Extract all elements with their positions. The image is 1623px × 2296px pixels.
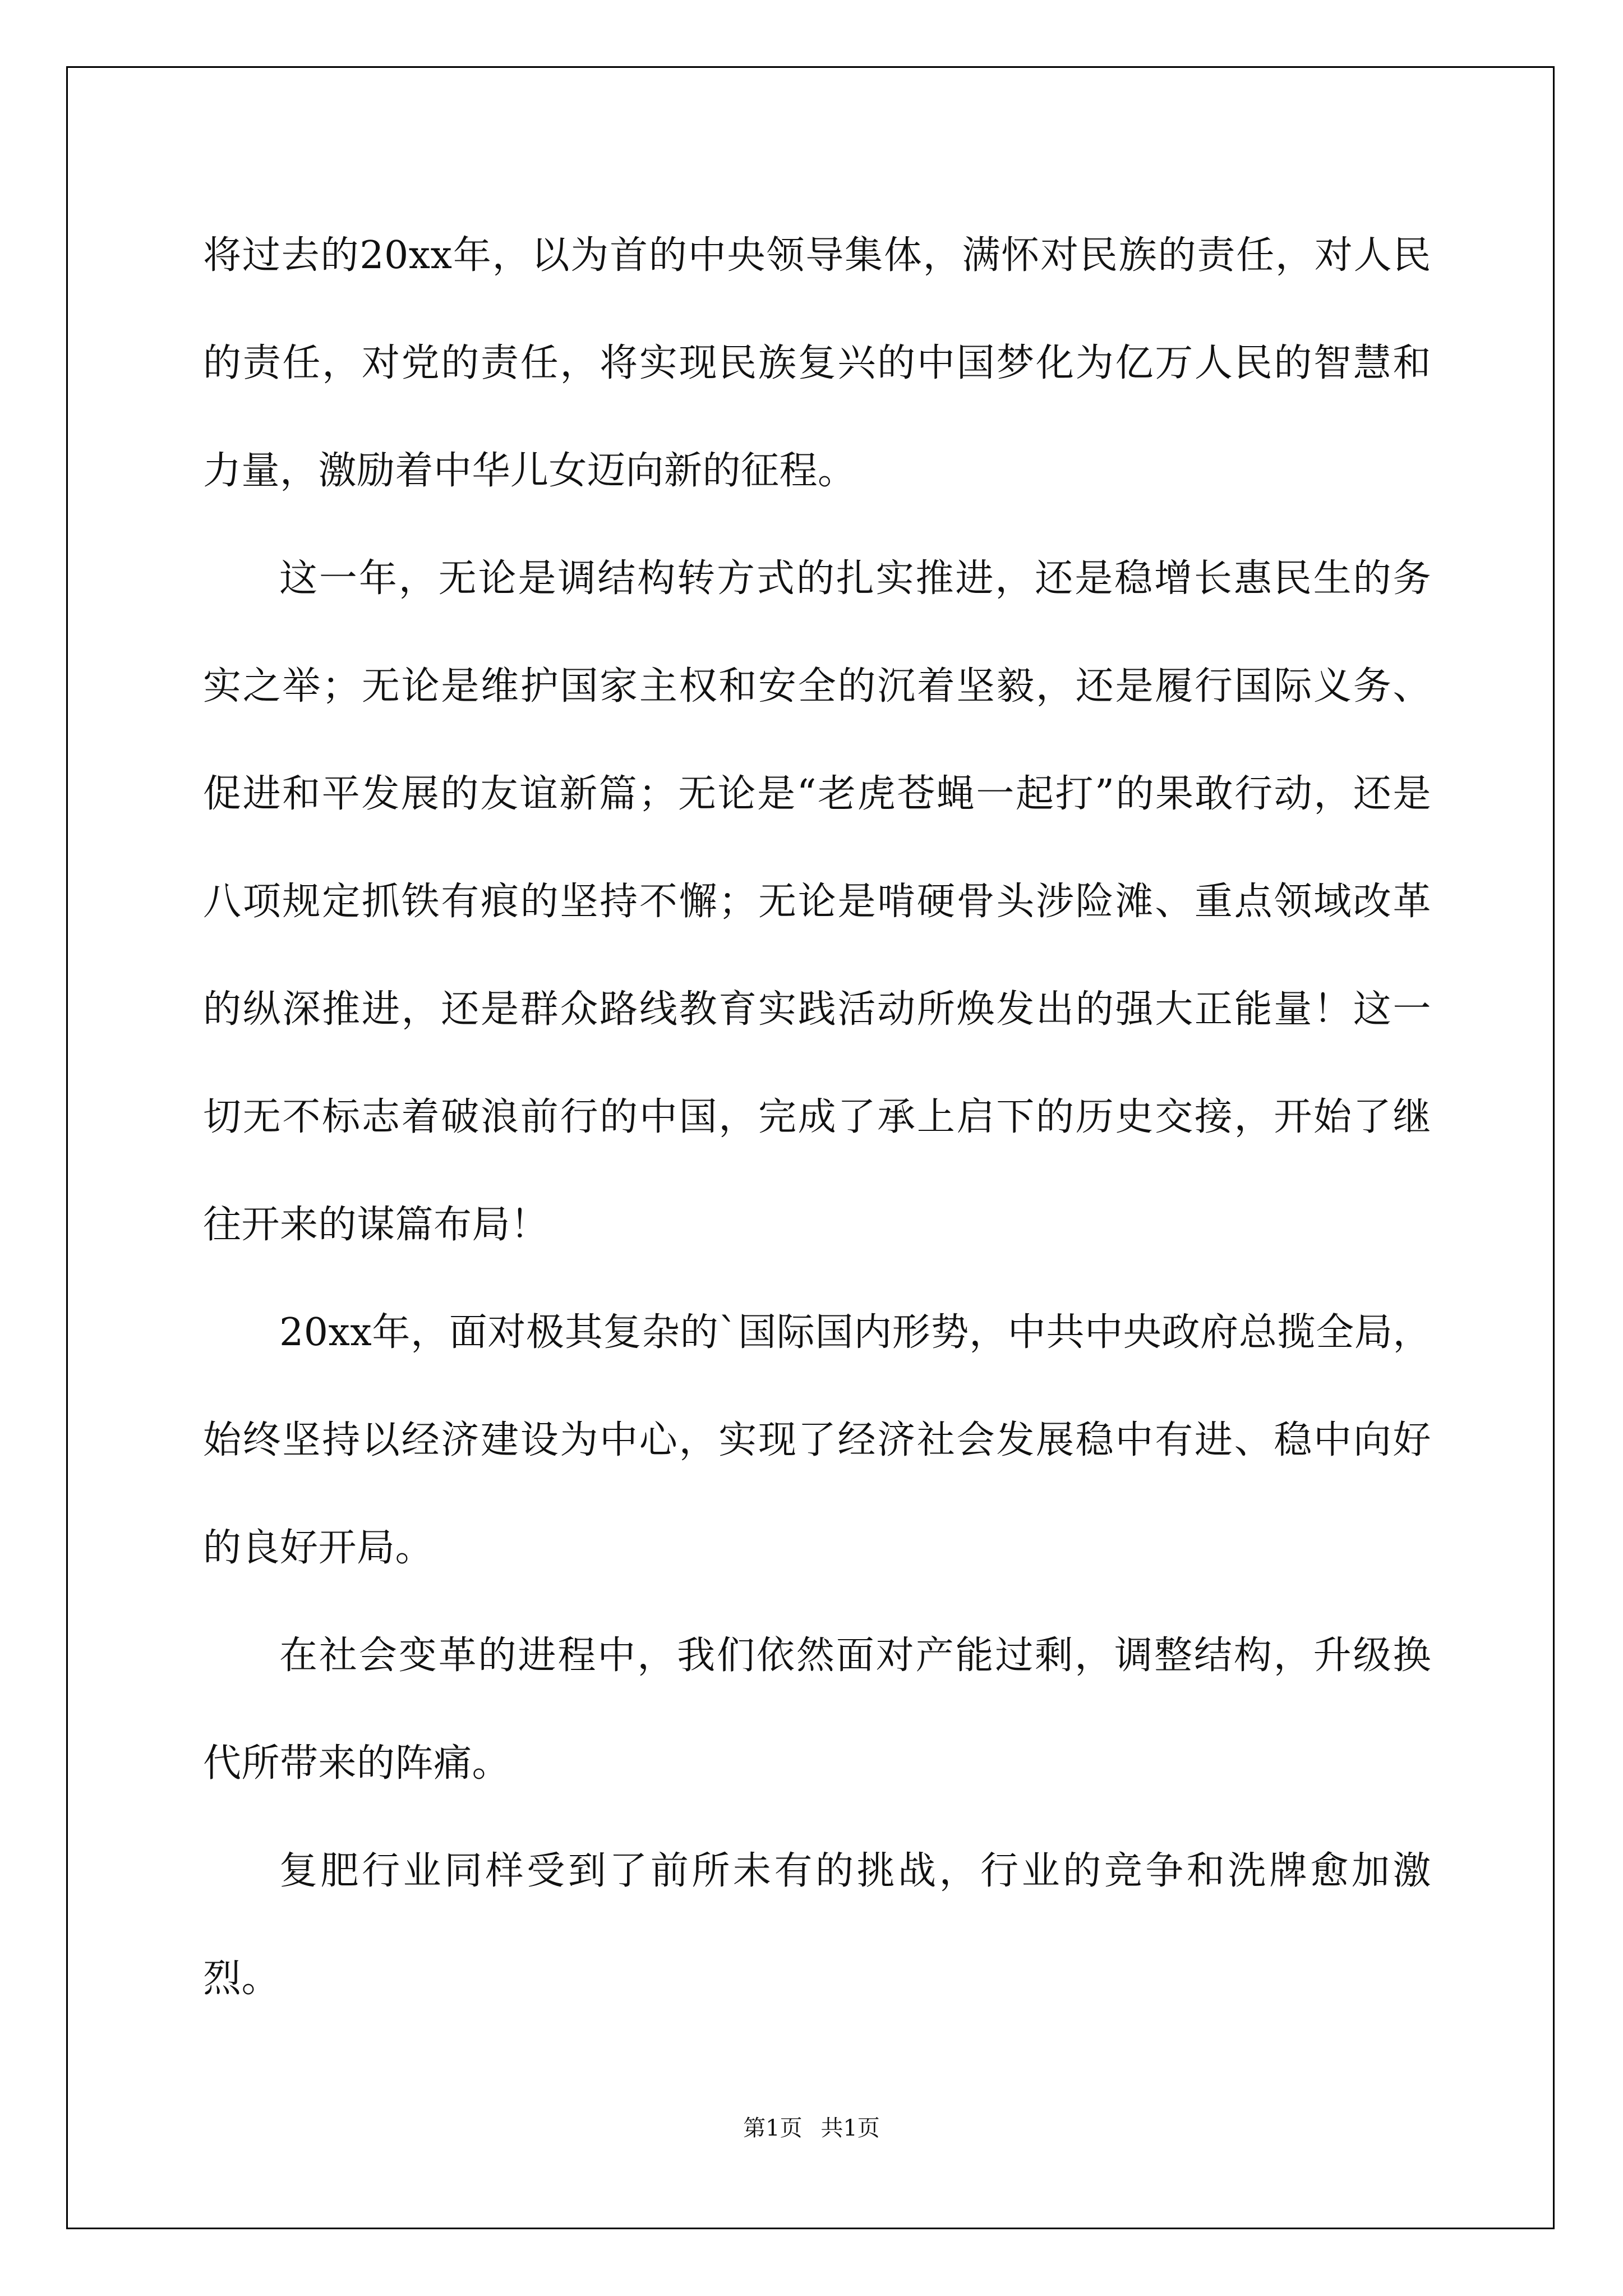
paragraph-2: 这一年，无论是调结构转方式的扎实推进，还是稳增长惠民生的务实之举；无论是维护国家主权和安全的沉着坚毅，还是履行国际义务、促进和平发展的友谊新篇；无论是“老虎苍蝇一起打”的果敢行动，还是八项规定抓铁有痕的坚持不懈；无论是啃硬骨头涉险滩、重点领域改革的纵深推进，还是群众路线教育实践活动所焕发出的强大正能量！这一切无不标志着破浪前行的中国，完成了承上启下的历史交接，开始了继往开来的谋篇布局！ xyxy=(203,556,1431,1247)
page-total: 共1页 xyxy=(820,2115,880,2141)
paragraph-5: 复肥行业同样受到了前所未有的挑战，行业的竞争和洗牌愈加激烈。 xyxy=(203,1849,1431,2001)
page-footer xyxy=(0,2110,1623,2142)
document-body xyxy=(203,202,1431,2033)
paragraph-4: 在社会变革的进程中，我们依然面对产能过剩，调整结构，升级换代所带来的阵痛。 xyxy=(203,1634,1431,1786)
paragraph-1: 将过去的20xx年，以为首的中央领导集体，满怀对民族的责任，对人民的责任，对党的责任，将实现民族复兴的中国梦化为亿万人民的智慧和力量，激励着中华儿女迈向新的征程。 xyxy=(203,233,1431,493)
paragraph-3: 20xx年，面对极其复杂的`国际国内形势，中共中央政府总揽全局，始终坚持以经济建设为中心，实现了经济社会发展稳中有进、稳中向好的良好开局。 xyxy=(203,1310,1431,1570)
page-number: 第1页 xyxy=(743,2115,803,2141)
